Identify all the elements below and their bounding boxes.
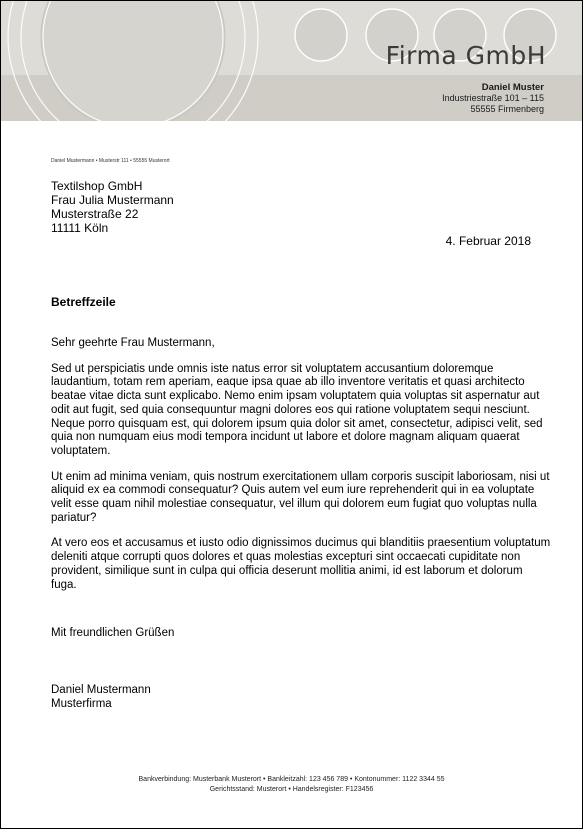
recipient-city: 11111 Köln [51, 221, 109, 235]
letter-footer [1, 775, 582, 795]
sender-address-block [442, 82, 544, 115]
return-address-line: Daniel Mustermann • Musterstr 111 • 55555 Musterort [51, 158, 170, 164]
recipient-person: Frau Julia Mustermann [51, 193, 174, 207]
recipient-company: Textilshop GmbH [51, 179, 143, 193]
signature-name: Daniel Mustermann [51, 684, 151, 696]
letter-body [51, 337, 551, 604]
signature-company: Musterfirma [51, 698, 112, 710]
paragraph-2: Ut enim ad minima veniam, quis nostrum exercitationem ullam corporis suscipit laboriosam, nisi ut aliquid ex ea commodi consequatur? Quis autem vel eum iure reprehenderit qui in ea voluptate velit esse quam nihil molestiae consequatur, vel illum qui dolorem eum fugiat quo voluptas nulla pariatur? [51, 470, 550, 524]
signature-block [51, 683, 151, 711]
letter-date: 4. Februar 2018 [445, 234, 531, 248]
recipient-street: Musterstraße 22 [51, 207, 139, 221]
subject-line: Betreffzeile [51, 295, 116, 309]
salutation: Sehr geehrte Frau Mustermann, [51, 337, 215, 349]
paragraph-1: Sed ut perspiciatis unde omnis iste natus error sit voluptatem accusantium doloremque laudantium, totam rem aperiam, eaque ipsa quae ab illo inventore veritatis et quasi architecto beatae vitae dicta sunt explicabo. Nemo enim ipsam voluptatem quia voluptas sit aspernatur aut odit aut fugit, sed quia consequuntur magni dolores eos qui ratione voluptatem sequi nesciunt. Neque porro quisquam est, qui dolorem ipsum quia dolor sit amet, consectetur, adipisci velit, sed quia non numquam eius modi tempora incidunt ut labore et dolore magnam aliquam quaerat voluptatem. [51, 362, 543, 457]
footer-legal-line: Gerichtsstand: Musterort • Handelsregister: F123456 [209, 786, 374, 793]
closing-phrase: Mit freundlichen Grüßen [51, 627, 175, 639]
paragraph-3: At vero eos et accusamus et iusto odio dignissimos ducimus qui blanditiis praesentium voluptatum deleniti atque corrupti quos dolores et quas molestias excepturi sint occaecati cupiditate non provident, similique sunt in culpa qui officia deserunt mollitia animi, id est laborum et dolorum fuga. [51, 537, 551, 591]
letterhead [1, 1, 582, 121]
recipient-address [51, 179, 174, 235]
company-name: Firma GmbH [385, 41, 546, 70]
sender-name: Daniel Muster [481, 82, 544, 93]
sender-street: Industriestraße 101 – 115 [442, 93, 544, 103]
footer-bank-line: Bankverbindung: Musterbank Musterort • Bankleitzahl: 123 456 789 • Kontonummer: 1122 3344 55 [138, 776, 445, 783]
sender-city: 55555 Firmenberg [470, 104, 544, 114]
